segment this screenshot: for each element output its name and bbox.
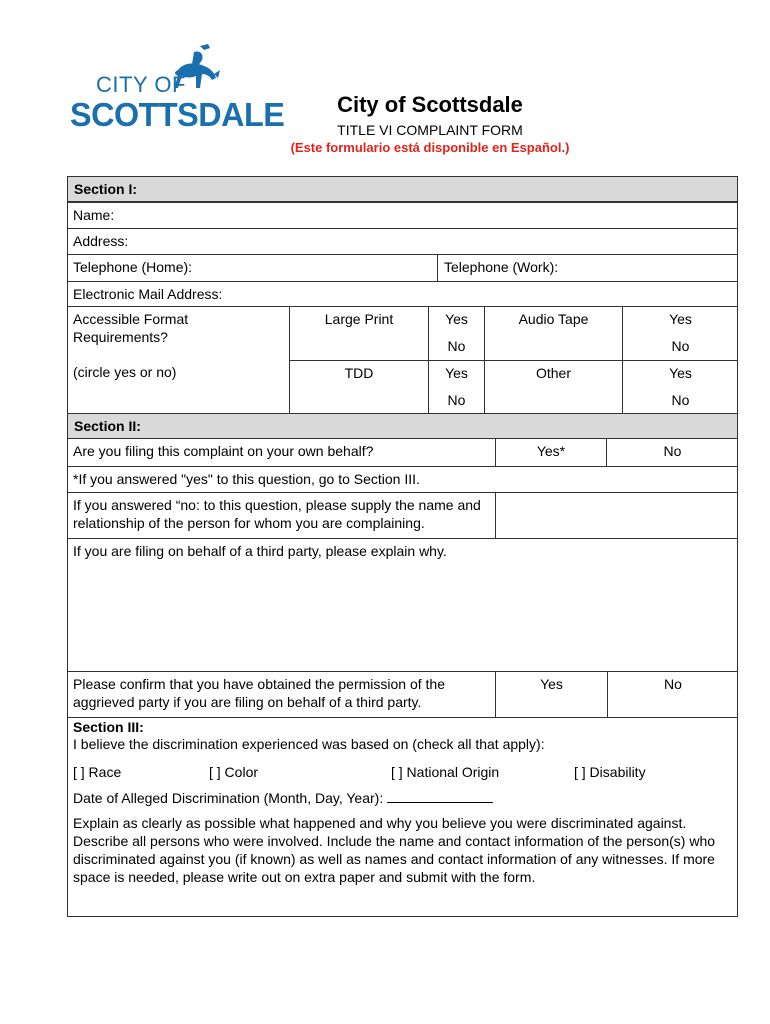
- section-3-title: Section III:: [73, 719, 144, 735]
- permission-no[interactable]: No: [607, 671, 738, 717]
- own-behalf-question: Are you filing this complaint on your own behalf?: [73, 443, 374, 459]
- relationship-input[interactable]: [495, 492, 738, 538]
- basis-instruction: I believe the discrimination experienced was based on (check all that apply):: [73, 736, 545, 752]
- audio-tape-no[interactable]: No: [671, 338, 690, 354]
- date-input[interactable]: [387, 790, 493, 803]
- section-1-heading: Section I:: [67, 176, 738, 202]
- accessible-format-label: Accessible Format Requirements?: [73, 311, 189, 345]
- city-logo: [70, 42, 285, 134]
- own-behalf-no[interactable]: No: [663, 443, 682, 459]
- other-yes[interactable]: Yes: [669, 365, 692, 381]
- other-label: Other: [535, 365, 571, 381]
- third-party-explanation[interactable]: If you are filing on behalf of a third party, please explain why.: [67, 538, 738, 671]
- large-print-label: Large Print: [324, 311, 394, 327]
- divider: [67, 717, 738, 718]
- tdd-yes[interactable]: Yes: [445, 365, 468, 381]
- checkbox-disability[interactable]: [ ] Disability: [574, 764, 646, 780]
- date-of-discrimination: [67, 786, 738, 808]
- tdd-label: TDD: [344, 365, 374, 381]
- other-no[interactable]: No: [671, 392, 690, 408]
- large-print-yes[interactable]: Yes: [445, 311, 468, 327]
- logo-scottsdale: SCOTTSDALE: [70, 96, 285, 133]
- audio-tape-label: Audio Tape: [518, 311, 589, 327]
- page-title: City of Scottsdale: [337, 92, 523, 117]
- form-subtitle: TITLE VI COMPLAINT FORM: [337, 122, 523, 138]
- checkbox-race[interactable]: [ ] Race: [73, 764, 122, 780]
- email-field[interactable]: Electronic Mail Address:: [67, 281, 738, 307]
- tdd-no[interactable]: No: [447, 392, 466, 408]
- logo-city-of: CITY OF: [96, 72, 186, 97]
- explanation-instruction: Explain as clearly as possible what happened and why you believe you were discriminated against. Describe all persons who were involved. Include the name and contact information of the person(s) who discriminated against you (if known) as well as names and contact information of any witnesses. If more space is needed, please write out on extra paper and submit with the form.: [73, 815, 716, 885]
- no-instruction: If you answered “no: to this question, please supply the name and relationship of the person for whom you are complaining.: [67, 492, 495, 538]
- address-field[interactable]: Address:: [67, 228, 738, 254]
- telephone-work-field[interactable]: Telephone (Work):: [437, 254, 738, 281]
- permission-yes[interactable]: Yes: [495, 671, 607, 717]
- checkbox-color[interactable]: [ ] Color: [209, 764, 259, 780]
- date-label: Date of Alleged Discrimination (Month, Day, Year):: [73, 790, 384, 806]
- audio-tape-yes[interactable]: Yes: [669, 311, 692, 327]
- circle-instruction: (circle yes or no): [73, 364, 177, 380]
- permission-question: Please confirm that you have obtained the permission of the aggrieved party if you are filing on behalf of a third party.: [67, 671, 495, 717]
- large-print-no[interactable]: No: [447, 338, 466, 354]
- telephone-home-field[interactable]: Telephone (Home):: [67, 254, 437, 281]
- spanish-availability-note: (Este formulario está disponible en Español.): [290, 140, 570, 155]
- name-field[interactable]: Name:: [67, 202, 738, 228]
- yes-instruction: *If you answered "yes" to this question, go to Section III.: [67, 466, 738, 492]
- own-behalf-yes[interactable]: Yes*: [536, 443, 566, 459]
- section-2-heading: Section II:: [67, 413, 738, 439]
- checkbox-national-origin[interactable]: [ ] National Origin: [391, 764, 500, 780]
